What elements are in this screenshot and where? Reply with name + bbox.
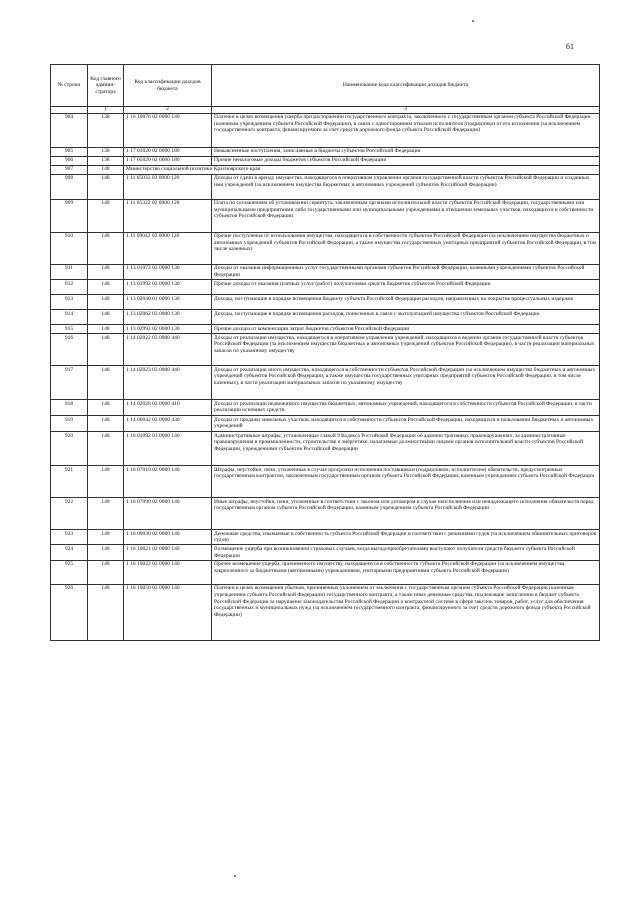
table-row bbox=[51, 545, 600, 560]
admin-code-cell: 148 bbox=[88, 400, 124, 416]
admin-code-cell: 148 bbox=[88, 232, 124, 264]
header-classification-code: Код классификации доходов бюджета bbox=[124, 65, 212, 107]
admin-code-cell: 148 bbox=[88, 584, 124, 640]
table-row bbox=[51, 147, 600, 156]
table-row bbox=[51, 560, 600, 584]
classification-name-cell: Доходы от продажи земельных участков, находящихся в собственности субъектов Российской Федерации, находящихся в пользовании бюджетных и автономных учреждений bbox=[212, 416, 600, 432]
classification-name-cell: Доходы, поступающие в порядке возмещения бюджету субъекта Российской Федерации расходов, направленных на покрытие процессуальных издержек bbox=[212, 295, 600, 310]
column-index: 1 bbox=[88, 107, 124, 114]
row-number-cell: 918 bbox=[51, 400, 88, 416]
classification-name-cell: Плата по соглашениям об установлении сервитута, заключенным органами исполнительной власти субъектов Российской Федерации, государственными или муниципальными предприятиями либо государственными или муниципальными учреждениями в отношении земельных участков, находящихся в собственности субъектов Российской Федерации bbox=[212, 199, 600, 232]
admin-code-cell: 148 bbox=[88, 264, 124, 279]
classification-code-cell: 1 16 10056 02 0000 140 bbox=[124, 584, 212, 640]
admin-code-cell: 148 bbox=[88, 366, 124, 400]
header-row-number: № строки bbox=[51, 65, 88, 107]
admin-code-cell: 148 bbox=[88, 174, 124, 199]
row-number-cell: 910 bbox=[51, 232, 88, 264]
classification-code-cell: 1 13 02040 01 0000 130 bbox=[124, 295, 212, 310]
table-row bbox=[51, 295, 600, 310]
classification-code-cell: 1 11 05032 02 0000 120 bbox=[124, 174, 212, 199]
row-number-cell: 909 bbox=[51, 199, 88, 232]
admin-code-cell: 138 bbox=[88, 156, 124, 165]
row-number-cell: 904 bbox=[51, 113, 88, 147]
row-number-cell: 912 bbox=[51, 280, 88, 295]
classification-code-cell: 1 17 05020 02 0000 180 bbox=[124, 156, 212, 165]
classification-name-cell: Доходы от оказания информационных услуг государственными органами субъектов Российской Федерации, казенными учреждениями субъектов Российской Федерации bbox=[212, 264, 600, 279]
header-classification-name: Наименование кода классификации доходов бюджета bbox=[212, 65, 600, 107]
admin-name-cell: Министерство социальной политики Красноярского края bbox=[124, 165, 600, 174]
classification-code-cell: 1 13 01072 02 0000 130 bbox=[124, 264, 212, 279]
table-row bbox=[51, 366, 600, 400]
admin-code-cell: 148 bbox=[88, 498, 124, 530]
classification-name-cell: Прочие доходы от компенсации затрат бюджетов субъектов Российской Федерации bbox=[212, 325, 600, 334]
classification-name-cell: Денежные средства, изымаемые в собственность субъекта Российской Федерации в соответствии с решениями судов (за исключением обвинительных приговоров судов) bbox=[212, 530, 600, 545]
classification-name-cell: Прочее возмещение ущерба, причиненного имуществу, находящемуся в собственности субъекта Российской Федерации (за исключением имущества, закрепленного за бюджетными (автономными) учреждениями, унитарными предприятиями субъекта Российской Федерации) bbox=[212, 560, 600, 584]
admin-code-cell: 148 bbox=[88, 199, 124, 232]
row-number-cell: 920 bbox=[51, 432, 88, 466]
scan-speck bbox=[472, 20, 474, 22]
admin-code-cell: 148 bbox=[88, 545, 124, 560]
admin-code-cell: 138 bbox=[88, 113, 124, 147]
revenue-classification-table bbox=[50, 64, 600, 641]
row-number-cell: 906 bbox=[51, 156, 88, 165]
classification-name-cell: Иные штрафы, неустойки, пени, уплаченные в соответствии с законом или договором в случае неисполнения или ненадлежащего исполнения обязательств перед государственным органом субъекта Российской Федерации, казенным учреждением субъекта Российской Федерации bbox=[212, 498, 600, 530]
column-index: 3 bbox=[212, 107, 600, 114]
classification-code-cell: 1 16 10022 02 0000 140 bbox=[124, 560, 212, 584]
admin-code-cell: 148 bbox=[88, 325, 124, 334]
table-row bbox=[51, 530, 600, 545]
admin-code-cell: 148 bbox=[88, 295, 124, 310]
table-row bbox=[51, 310, 600, 325]
classification-name-cell: Прочие поступления от использования имущества, находящегося в собственности субъектов Российской Федерации (за исключением имущества бюджетных и автономных учреждений субъектов Российской Федерации, а также имущества государственных унитарных предприятий субъектов Российской Федерации, в том числе казенных) bbox=[212, 232, 600, 264]
row-number-cell: 914 bbox=[51, 310, 88, 325]
admin-code-cell: 148 bbox=[88, 466, 124, 498]
table-row bbox=[51, 584, 600, 640]
table-row bbox=[51, 432, 600, 466]
classification-code-cell: 1 14 06042 02 0000 430 bbox=[124, 416, 212, 432]
classification-name-cell: Прочие доходы от оказания платных услуг (работ) получателями средств бюджетов субъектов Российской Федерации bbox=[212, 280, 600, 295]
classification-name-cell: Платежи в целях возмещения ущерба при расторжении государственного контракта, заключенного с государственным органом субъекта Российской Федерации (казенным учреждением субъекта Российской Федерации), в связи с односторонним отказом исполнителя (подрядчика) от его исполнения (за исключением государственного контракта, финансируемого за счет средств дорожного фонда субъекта Российской Федерации) bbox=[212, 113, 600, 147]
table-row bbox=[51, 199, 600, 232]
table-row bbox=[51, 232, 600, 264]
row-number-cell: 923 bbox=[51, 530, 88, 545]
admin-code-cell: 148 bbox=[88, 165, 124, 174]
row-number-cell: 907 bbox=[51, 165, 88, 174]
classification-code-cell: 1 13 02062 02 0000 130 bbox=[124, 310, 212, 325]
admin-code-cell: 148 bbox=[88, 416, 124, 432]
classification-name-cell: Доходы от реализации иного имущества, находящегося в собственности субъектов Российской Федерации (за исключением имущества бюджетных и автономных учреждений субъектов Российской Федерации, а также имущества государственных унитарных предприятий субъектов Российской Федерации, в том числе казенных), в части реализации материальных запасов по указанному имуществу bbox=[212, 366, 600, 400]
classification-name-cell: Платежи в целях возмещения убытков, причиненных уклонением от заключения с государственным органом субъекта Российской Федерации (казенным учреждением субъекта Российской Федерации) государственного контракта, а также иные денежные средства, подлежащие зачислению в бюджет субъекта Российской Федерации за нарушение законодательства Российской Федерации о контрактной системе в сфере закупок товаров, работ, услуг для обеспечения государственных и муниципальных нужд (за исключением государственного контракта, финансируемого за счет средств дорожного фонда субъекта Российской Федерации) bbox=[212, 584, 600, 640]
row-number-cell: 919 bbox=[51, 416, 88, 432]
classification-code-cell: 1 16 10076 02 0000 140 bbox=[124, 113, 212, 147]
classification-name-cell: Штрафы, неустойки, пени, уплаченные в случае просрочки исполнения поставщиком (подрядчиком, исполнителем) обязательств, предусмотренных государственным контрактом, заключенным государственным органом субъекта Российской Федерации, казенным учреждением субъекта Российской Федерации bbox=[212, 466, 600, 498]
admin-code-cell: 138 bbox=[88, 147, 124, 156]
table-row bbox=[51, 174, 600, 199]
classification-code-cell: 1 14 02028 02 0000 410 bbox=[124, 400, 212, 416]
admin-code-cell: 148 bbox=[88, 310, 124, 325]
admin-code-cell: 148 bbox=[88, 560, 124, 584]
table-row bbox=[51, 113, 600, 147]
classification-code-cell: 1 16 07010 02 0000 140 bbox=[124, 466, 212, 498]
classification-code-cell: 1 14 02022 02 0000 440 bbox=[124, 334, 212, 366]
row-number-cell: 915 bbox=[51, 325, 88, 334]
page-number: 61 bbox=[566, 42, 574, 51]
table-row bbox=[51, 165, 600, 174]
table-header-row bbox=[51, 65, 600, 107]
admin-code-cell: 148 bbox=[88, 334, 124, 366]
column-index: 2 bbox=[124, 107, 212, 114]
table-row bbox=[51, 156, 600, 165]
scan-speck bbox=[234, 875, 236, 877]
row-number-cell: 921 bbox=[51, 466, 88, 498]
row-number-cell: 916 bbox=[51, 334, 88, 366]
row-number-cell: 922 bbox=[51, 498, 88, 530]
classification-code-cell: 1 16 01092 01 0000 140 bbox=[124, 432, 212, 466]
classification-code-cell: 1 11 09042 02 0000 120 bbox=[124, 232, 212, 264]
classification-name-cell: Доходы, поступающие в порядке возмещения расходов, понесенных в связи с эксплуатацией имущества субъектов Российской Федерации bbox=[212, 310, 600, 325]
table-row bbox=[51, 264, 600, 279]
classification-name-cell: Возмещение ущерба при возникновении страховых случаев, когда выгодоприобретателями выступают получатели средств бюджета субъекта Российской Федерации bbox=[212, 545, 600, 560]
admin-code-cell: 148 bbox=[88, 530, 124, 545]
table-row bbox=[51, 280, 600, 295]
table-row bbox=[51, 400, 600, 416]
row-number-cell: 905 bbox=[51, 147, 88, 156]
classification-code-cell: 1 16 07090 02 0000 140 bbox=[124, 498, 212, 530]
classification-name-cell: Невыясненные поступления, зачисляемые в бюджеты субъектов Российской Федерации bbox=[212, 147, 600, 156]
row-number-cell: 925 bbox=[51, 560, 88, 584]
classification-code-cell: 1 17 01020 02 0000 180 bbox=[124, 147, 212, 156]
classification-name-cell: Административные штрафы, установленные главой 9 Кодекса Российской Федерации об административных правонарушениях, за административные правонарушения в промышленности, строительстве и энергетике, налагаемые должностными лицами органов исполнительной власти субъектов Российской Федерации, учреждениями субъектов Российской Федерации bbox=[212, 432, 600, 466]
admin-code-cell: 148 bbox=[88, 432, 124, 466]
row-number-cell: 908 bbox=[51, 174, 88, 199]
admin-code-cell: 148 bbox=[88, 280, 124, 295]
classification-name-cell: Прочие неналоговые доходы бюджетов субъектов Российской Федерации bbox=[212, 156, 600, 165]
header-admin-code: Код главного админи-стратора bbox=[88, 65, 124, 107]
row-number-cell: 926 bbox=[51, 584, 88, 640]
classification-code-cell: 1 13 01992 02 0000 130 bbox=[124, 280, 212, 295]
classification-name-cell: Доходы от реализации имущества, находящегося в оперативном управлении учреждений, находящихся в ведении органов государственной власти субъектов Российской Федерации (за исключением имущества бюджетных и автономных учреждений субъектов Российской Федерации), в части реализации материальных запасов по указанному имуществу bbox=[212, 334, 600, 366]
table-row bbox=[51, 334, 600, 366]
row-number-cell: 911 bbox=[51, 264, 88, 279]
table-row bbox=[51, 416, 600, 432]
classification-code-cell: 1 13 02992 02 0000 130 bbox=[124, 325, 212, 334]
classification-code-cell: 1 14 02023 02 0000 440 bbox=[124, 366, 212, 400]
classification-code-cell: 1 16 09030 02 0000 140 bbox=[124, 530, 212, 545]
classification-code-cell: 1 11 05322 02 0000 120 bbox=[124, 199, 212, 232]
classification-name-cell: Доходы от сдачи в аренду имущества, находящегося в оперативном управлении органов государственной власти субъектов Российской Федерации и созданных ими учреждений (за исключением имущества бюджетных и автономных учреждений субъектов Российской Федерации) bbox=[212, 174, 600, 199]
classification-name-cell: Доходы от реализации недвижимого имущества бюджетных, автономных учреждений, находящегося в собственности субъектов Российской Федерации, в части реализации основных средств bbox=[212, 400, 600, 416]
classification-code-cell: 1 16 10021 02 0000 140 bbox=[124, 545, 212, 560]
table-row bbox=[51, 325, 600, 334]
table-row bbox=[51, 498, 600, 530]
row-number-cell: 913 bbox=[51, 295, 88, 310]
row-number-cell: 917 bbox=[51, 366, 88, 400]
row-number-cell: 924 bbox=[51, 545, 88, 560]
table-row bbox=[51, 466, 600, 498]
